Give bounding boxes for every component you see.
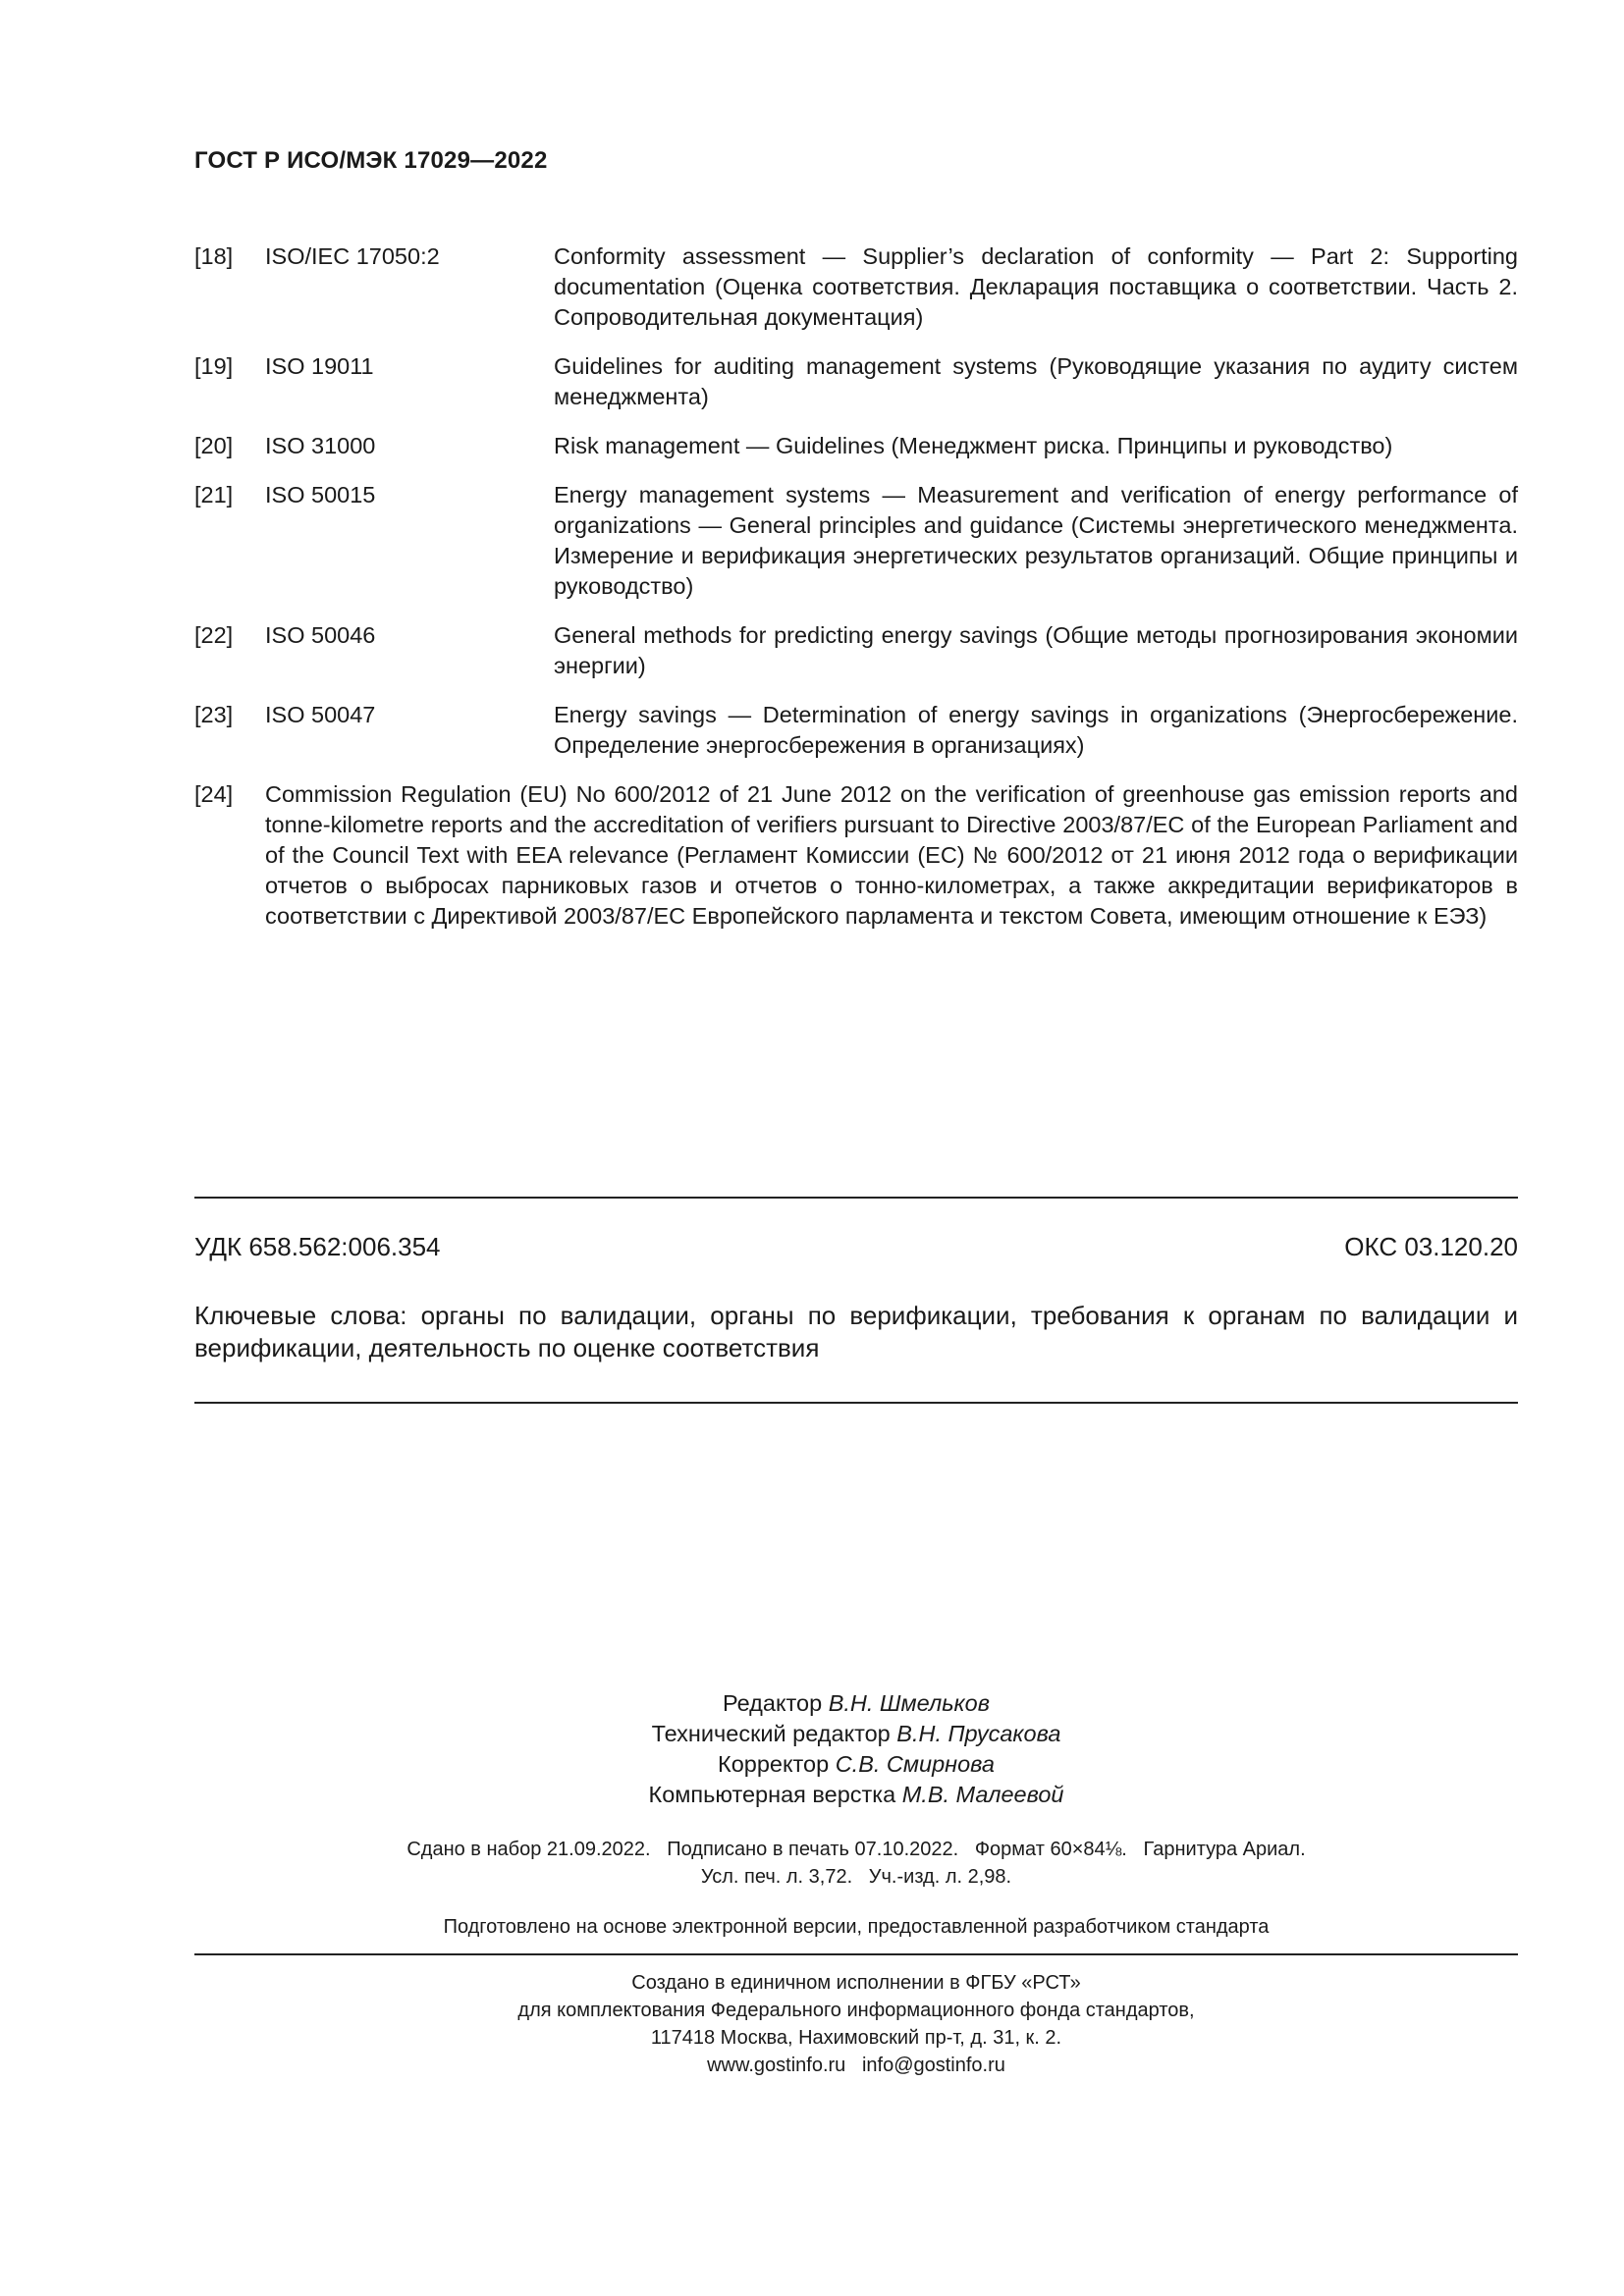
udk-code: УДК 658.562:006.354 — [194, 1232, 441, 1261]
reference-number: [20] — [194, 433, 234, 458]
reference-title: Guidelines for auditing management systems (Руководящие указания по аудиту систем менеджмента) — [554, 353, 1518, 409]
print-info — [194, 1836, 1518, 1891]
reference-number: [24] — [194, 781, 234, 807]
publisher-line: 117418 Москва, Нахимовский пр-т, д. 31, к. 2. — [650, 2027, 1062, 2049]
reference-code: ISO 31000 — [265, 433, 376, 458]
bibliography-list — [194, 241, 1518, 950]
reference-title: Conformity assessment — Supplier’s declaration of conformity — Part 2: Supporting documentation (Оценка соответствия. Декларация поставщика о соответствии. Часть 2. Сопроводительная документация) — [554, 243, 1518, 330]
classification-row — [194, 1232, 1518, 1262]
reference-item — [194, 620, 1518, 681]
divider-publisher — [194, 1953, 1518, 1955]
divider-top — [194, 1197, 1518, 1199]
reference-full-text: Commission Regulation (EU) No 600/2012 of 21 June 2012 on the verification of greenhouse gas emission reports and tonne-kilometre reports and the accreditation of verifiers pursuant to Directive 2003/87/EC of the European Parliament and of the Council Text with EEA relevance (Регламент Комиссии (ЕС) № 600/2012 от 21 июня 2012 года о верификации отчетов о выбросах парниковых газов и отчетов о тонно-километрах, а также аккредитации верификаторов в соответствии с Директивой 2003/87/ЕС Европейского парламента и текстом Совета, имеющим отношение к ЕЭЗ) — [265, 781, 1518, 929]
credit-line — [194, 1780, 1518, 1810]
reference-title: Energy savings — Determination of energy savings in organizations (Энергосбережение. Определение энергосбережения в организациях) — [554, 702, 1518, 758]
reference-item — [194, 700, 1518, 761]
credit-line — [194, 1749, 1518, 1780]
publisher-line: Создано в единичном исполнении в ФГБУ «РСТ» — [631, 1972, 1081, 1994]
reference-code: ISO 50046 — [265, 622, 376, 648]
print-info-line: Сдано в набор 21.09.2022. Подписано в печать 07.10.2022. Формат 60×84⅛. Гарнитура Ариал. — [406, 1839, 1306, 1860]
credit-line — [194, 1719, 1518, 1749]
reference-title: Risk management — Guidelines (Менеджмент риска. Принципы и руководство) — [554, 433, 1393, 458]
reference-item — [194, 779, 1518, 932]
reference-number: [18] — [194, 243, 234, 269]
credit-role: Редактор — [722, 1690, 823, 1716]
reference-item — [194, 351, 1518, 412]
publisher-block — [194, 1969, 1518, 2079]
credit-name: М.В. Малеевой — [901, 1782, 1064, 1807]
document-header: ГОСТ Р ИСО/МЭК 17029—2022 — [194, 147, 548, 174]
reference-title: Energy management systems — Measurement and verification of energy performance of organizations — General principles and guidance (Системы энергетического менеджмента. Измерение и верификация энергетических результатов организаций. Общие принципы и руководство) — [554, 482, 1518, 599]
reference-number: [21] — [194, 482, 234, 507]
publisher-line: для комплектования Федерального информационного фонда стандартов, — [517, 2000, 1195, 2021]
reference-item — [194, 480, 1518, 602]
prepared-note: Подготовлено на основе электронной версии, предоставленной разработчиком стандарта — [443, 1916, 1270, 1938]
reference-number: [19] — [194, 353, 234, 379]
credit-name: С.В. Смирнова — [835, 1751, 995, 1777]
reference-item — [194, 241, 1518, 333]
publisher-contacts: www.gostinfo.ru info@gostinfo.ru — [707, 2055, 1005, 2076]
credit-role: Технический редактор — [651, 1721, 891, 1746]
credit-name: В.Н. Шмельков — [828, 1690, 990, 1716]
reference-code: ISO 50015 — [265, 482, 376, 507]
keywords: Ключевые слова: органы по валидации, органы по верификации, требования к органам по валидации и верификации, деятельность по оценке соответствия — [194, 1301, 1518, 1362]
credit-name: В.Н. Прусакова — [896, 1721, 1061, 1746]
credit-line — [194, 1688, 1518, 1719]
reference-title: General methods for predicting energy savings (Общие методы прогнозирования экономии энергии) — [554, 622, 1518, 678]
credit-role: Корректор — [718, 1751, 830, 1777]
reference-code: ISO/IEC 17050:2 — [265, 243, 440, 269]
credit-role: Компьютерная верстка — [648, 1782, 896, 1807]
reference-code: ISO 19011 — [265, 353, 374, 379]
print-info-line: Усл. печ. л. 3,72. Уч.-изд. л. 2,98. — [700, 1866, 1012, 1888]
credits-block — [194, 1688, 1518, 1810]
oks-code: ОКС 03.120.20 — [1344, 1232, 1518, 1261]
reference-code: ISO 50047 — [265, 702, 376, 727]
divider-keywords — [194, 1402, 1518, 1404]
reference-item — [194, 431, 1518, 461]
reference-number: [22] — [194, 622, 234, 648]
reference-number: [23] — [194, 702, 234, 727]
